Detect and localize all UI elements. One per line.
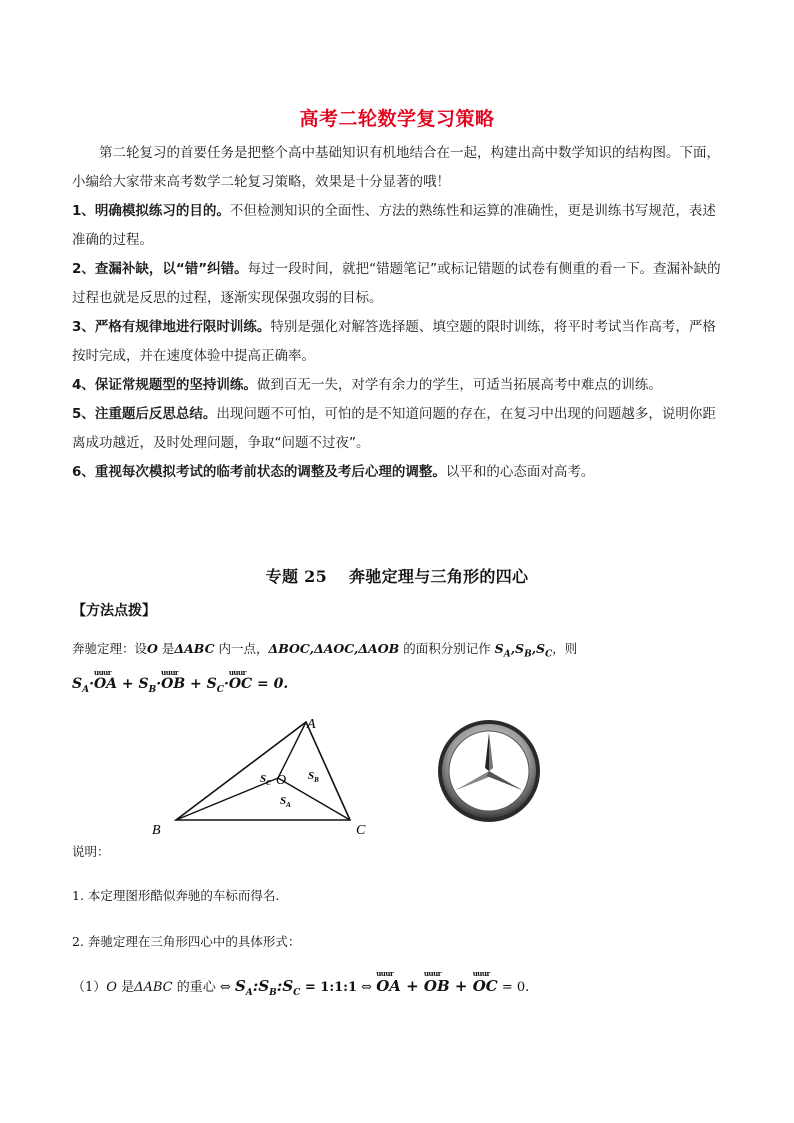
item-body: 出现问题不可怕，可怕的是不知道问题的存在，在复习中出现的问题越多，说明你距离成功越近，及时处理问题，争取“问题不过夜”。 [72,406,716,451]
theorem-areas: $S_A,S_B,S_C$ [494,641,553,660]
item-heading: 4、保证常规题型的坚持训练。 [72,377,257,393]
note-centroid: （1）O 是ΔABC 的重心 ⇔ $S_A:S_B:S_C$ = 1:1:1 ⇔ uuur OA + uuur OB + uuur OC = 0. [72,976,529,998]
item-heading: 5、注重题后反思总结。 [72,406,217,422]
item-body: 特别是强化对解答选择题、填空题的限时训练，将平时考试当作高考，严格按时完成，并在速度体验中提高正确率。 [72,319,716,364]
method-heading: 【方法点拨】 [72,603,156,619]
strategy-item-3 [72,313,724,371]
segment-oa [278,722,306,778]
item-body: 不但检测知识的全面性、方法的熟练性和运算的准确性，更是训练书写规范，表述准确的过程。 [72,203,716,248]
theorem-text: 内一点， [214,641,269,656]
item-heading: 6、重视每次模拟考试的临考前状态的调整及考后心理的调整。 [72,464,446,480]
note-1: 1. 本定理图形酷似奔驰的车标而得名. [72,888,280,903]
strategy-item-6 [72,458,724,487]
vertex-label-b: B [152,823,161,838]
strategy-item-2 [72,255,724,313]
triangle-figure [140,716,390,846]
vertex-label-c: C [356,823,366,838]
theorem-triangle: ΔABC [174,641,215,656]
theorem-tail: ，则 [552,641,578,656]
theorem-text: 是 [157,641,175,656]
item-body: 每过一段时间，就把“错题笔记”或标记错题的试卷有侧重的看一下。查漏补缺的过程也就是反思的过程，逐渐实现保强攻弱的目标。 [72,261,721,306]
benz-theorem-formula: $S_A\cdot uuur$ OA + $S_B\cdot uuur$ OB + $S_C\cdot uuur$ OC = 0. [72,676,288,695]
intro-paragraph: 第二轮复习的首要任务是把整个高中基础知识有机地结合在一起，构建出高中数学知识的结构图。下面，小编给大家带来高考数学二轮复习策略，效果是十分显著的哦！ [72,145,720,190]
area-label-sa: $S_A$ [280,795,291,809]
area-label-sc: $S_C$ [260,773,271,787]
theorem-text: 的面积分别记作 [399,641,495,656]
segment-oc [278,778,350,820]
theorem-lead: 奔驰定理：设 [72,641,148,656]
theorem-statement [72,638,732,666]
point-label-o: O [276,773,287,788]
item-body: 做到百无一失，对学有余力的学生，可适当拓展高考中难点的训练。 [256,377,662,393]
mercedes-star-logo [436,718,542,824]
theorem-point-o: O [147,641,158,656]
section-number: 专题 25 [265,567,328,586]
notes-heading: 说明： [72,844,110,859]
strategy-item-4 [72,371,724,400]
strategy-item-5 [72,400,724,458]
note-2: 2. 奔驰定理在三角形四心中的具体形式： [72,934,301,949]
item-body: 以平和的心态面对高考。 [445,464,595,480]
item-heading: 1、明确模拟练习的目的。 [72,203,230,219]
section-title [0,564,794,587]
document-title: 高考二轮数学复习策略 [299,108,495,130]
item-heading: 3、严格有规律地进行限时训练。 [72,319,271,335]
strategy-item-1 [72,197,724,255]
vertex-label-a: A [307,717,316,732]
item-heading: 2、查漏补缺，以“错”纠错。 [72,261,248,277]
area-label-sb: $S_B$ [308,770,319,784]
section-name: 奔驰定理与三角形的四心 [349,567,529,586]
theorem-subtriangles: ΔBOC,ΔAOC,ΔAOB [268,641,400,656]
